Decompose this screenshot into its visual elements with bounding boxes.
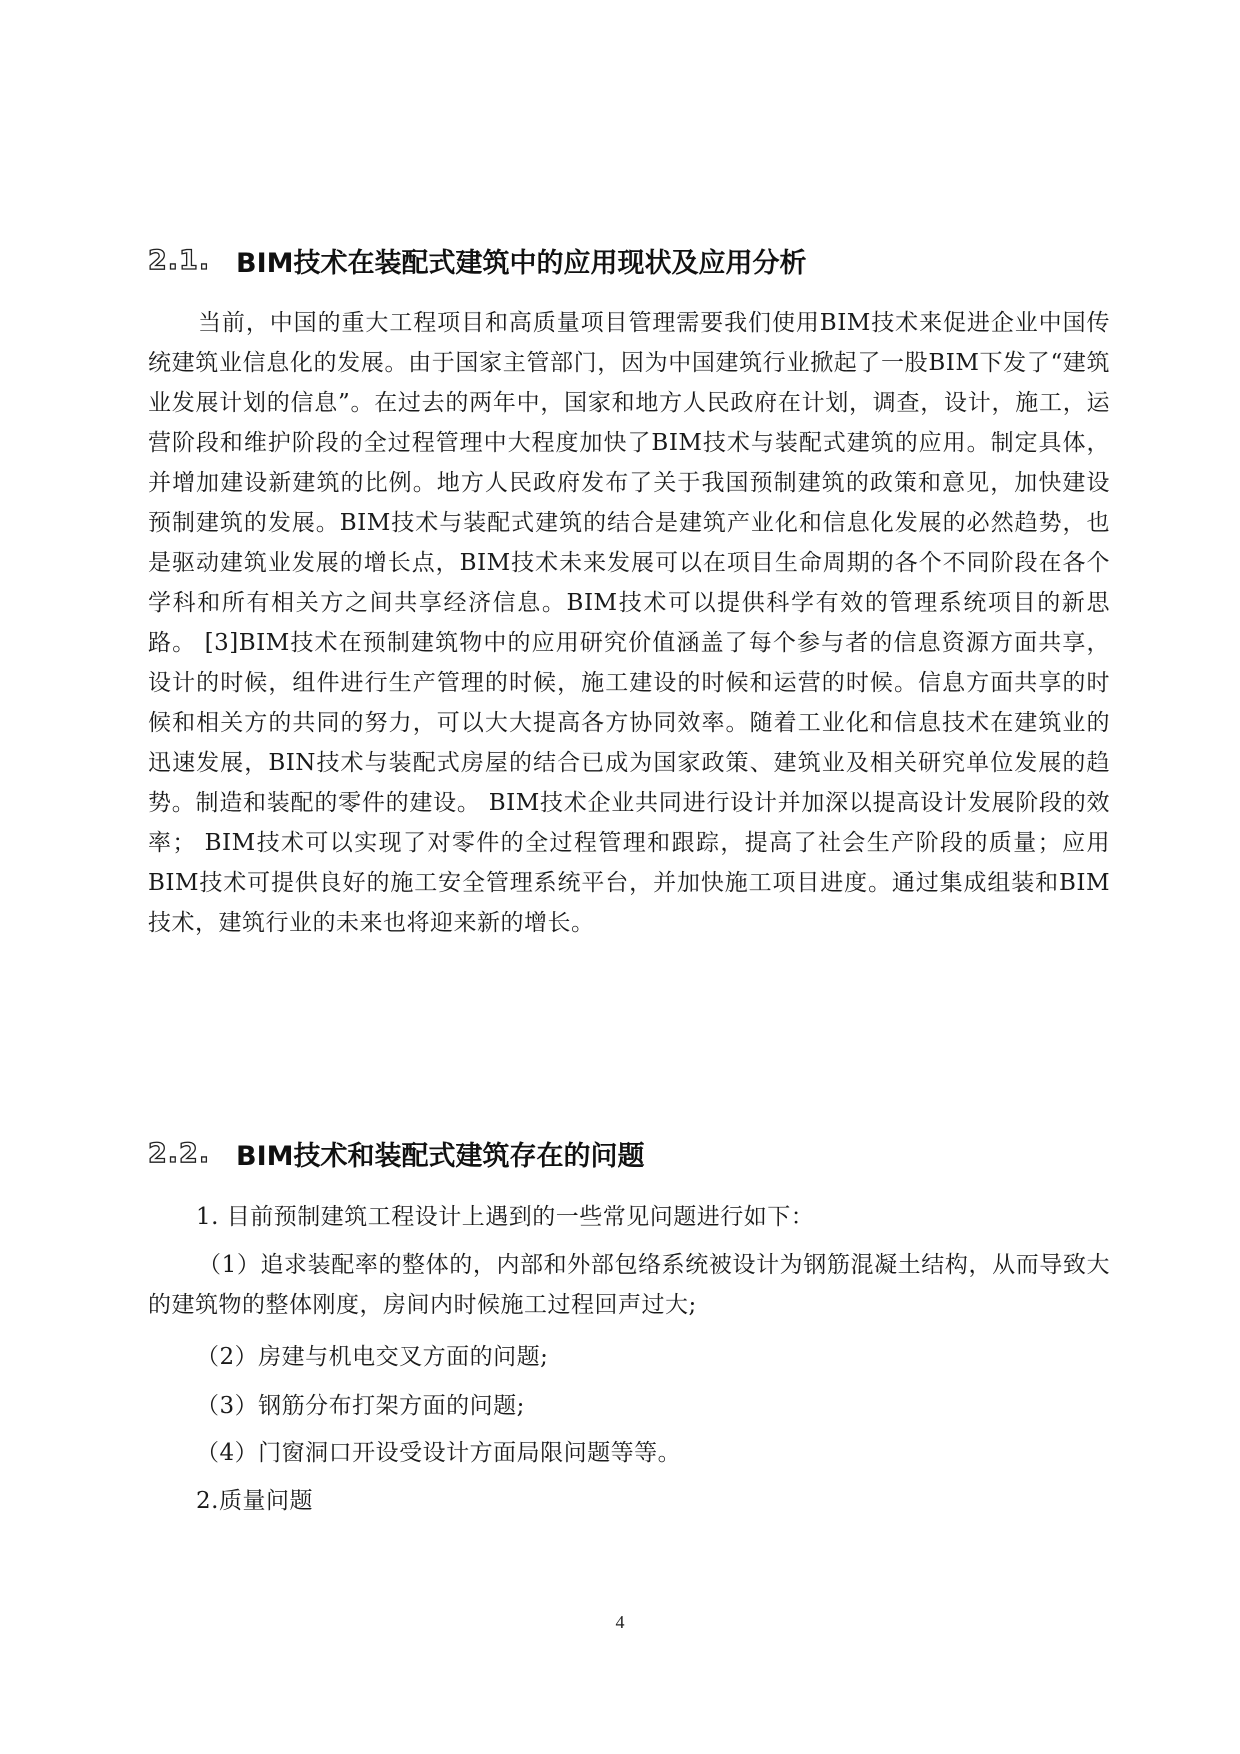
list-item-2: （2）房建与机电交叉方面的问题; xyxy=(196,1344,549,1370)
section-title: BIM技术在装配式建筑中的应用现状及应用分析 xyxy=(236,247,807,279)
section-title: BIM技术和装配式建筑存在的问题 xyxy=(236,1140,645,1172)
body-paragraph: 当前，中国的重大工程项目和高质量项目管理需要我们使用BIM技术来促进企业中国传统建筑业信息化的发展。由于国家主管部门，因为中国建筑行业掀起了一股BIM下发了“建筑业发展计划的信息”。在过去的两年中，国家和地方人民政府在计划，调查，设计，施工，运营阶段和维护阶段的全过程管理中大程度加快了BIM技术与装配式建筑的应用。制定具体，并增加建设新建筑的比例。地方人民政府发布了关于我国预制建筑的政策和意见，加快建设预制建筑的发展。BIM技术与装配式建筑的结合是建筑产业化和信息化发展的必然趋势，也是驱动建筑业发展的增长点，BIM技术未来发展可以在项目生命周期的各个不同阶段在各个学科和所有相关方之间共享经济信息。BIM技术可以提供科学有效的管理系统项目的新思路。 [3]BIM技术在预制建筑物中的应用研究价值涵盖了每个参与者的信息资源方面共享，设计的时候，组件进行生产管理的时候，施工建设的时候和运营的时候。信息方面共享的时候和相关方的共同的努力，可以大大提高各方协同效率。随着工业化和信息技术在建筑业的迅速发展，BIN技术与装配式房屋的结合已成为国家政策、建筑业及相关研究单位发展的趋势。制造和装配的零件的建设。 BIM技术企业共同进行设计并加深以提高设计发展阶段的效率； BIM技术可以实现了对零件的全过程管理和跟踪，提高了社会生产阶段的质量；应用BIM技术可提供良好的施工安全管理系统平台，并加快施工项目进度。通过集成组装和BIM技术，建筑行业的未来也将迎来新的增长。 xyxy=(148,310,1110,936)
section-number: 2.2. xyxy=(148,1137,211,1169)
page-number: 4 xyxy=(615,1612,625,1632)
section-number: 2.1. xyxy=(148,244,211,276)
section-heading-2-1 xyxy=(148,238,1108,282)
list-intro: 1. 目前预制建筑工程设计上遇到的一些常见问题进行如下： xyxy=(196,1204,815,1230)
subheading-quality-issues: 2.质量问题 xyxy=(196,1488,313,1514)
section-heading-2-2 xyxy=(148,1131,1108,1175)
list-item-3: （3）钢筋分布打架方面的问题; xyxy=(196,1393,525,1419)
list-item-1: （1）追求装配率的整体的，内部和外部包络系统被设计为钢筋混凝土结构，从而导致大的建筑物的整体刚度，房间内时候施工过程回声过大; xyxy=(148,1252,1110,1318)
list-item-4: （4）门窗洞口开设受设计方面局限问题等等。 xyxy=(196,1440,682,1466)
